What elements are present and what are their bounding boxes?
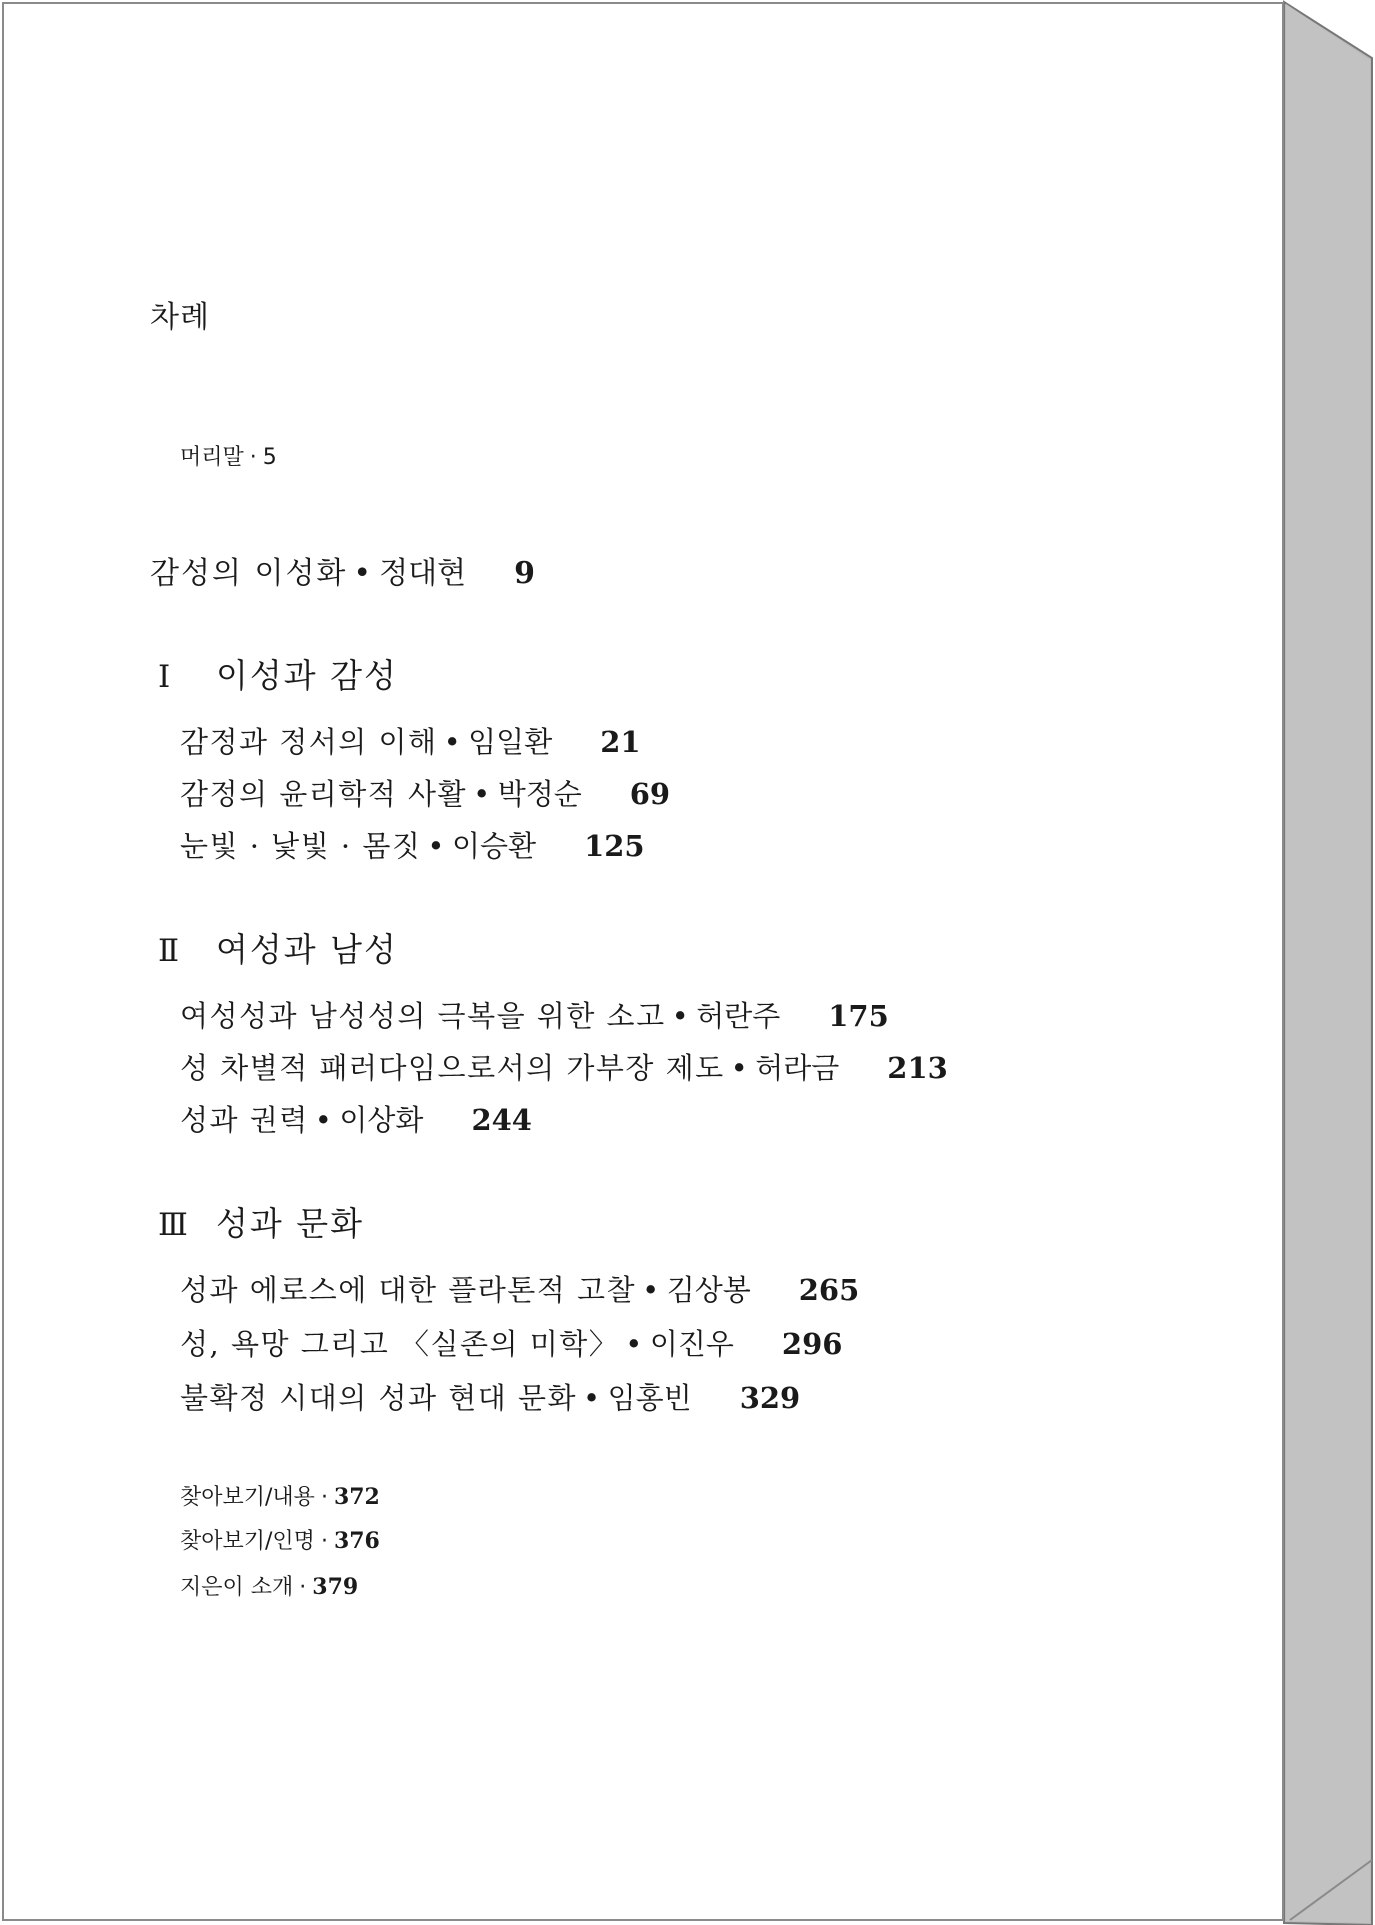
preface-label: 머리말 [180, 445, 244, 470]
bullet: • [353, 556, 374, 591]
toc-entry[interactable] [180, 772, 670, 813]
entry-title: 감정의 윤리학적 사활 [180, 777, 468, 811]
entry-label: 찾아보기/내용 [180, 1485, 315, 1510]
entry-page: 244 [471, 1103, 532, 1137]
entry-page: 329 [739, 1381, 801, 1415]
entry-author: 허라금 [755, 1051, 840, 1085]
preface-page: 5 [262, 445, 277, 470]
entry-author: 이승환 [452, 829, 537, 863]
entry-title: 성과 권력 [180, 1103, 309, 1137]
part-title: 여성과 남성 [216, 930, 398, 969]
entry-page: 125 [584, 829, 645, 863]
back-matter-entry[interactable] [180, 1480, 380, 1511]
entry-author: 이진우 [649, 1327, 734, 1361]
entry-author: 박정순 [497, 777, 582, 811]
toc-entry[interactable] [180, 720, 641, 761]
entry-author: 정대현 [379, 556, 467, 591]
separator: · [299, 1575, 307, 1600]
entry-author: 허란주 [696, 999, 781, 1033]
entry-author: 김상봉 [666, 1273, 751, 1307]
entry-title: 불확정 시대의 성과 현대 문화 [180, 1381, 578, 1415]
part-heading-1[interactable] [158, 650, 398, 697]
entry-page: 9 [514, 556, 535, 591]
entry-page: 213 [887, 1051, 948, 1085]
entry-title: 성, 욕망 그리고 〈실존의 미학〉 [180, 1327, 620, 1361]
toc-entry[interactable] [180, 1322, 842, 1363]
bullet: • [671, 999, 691, 1033]
separator: · [320, 1529, 328, 1554]
bullet: • [730, 1051, 750, 1085]
part-heading-3[interactable] [158, 1198, 364, 1245]
entry-author: 이상화 [339, 1103, 424, 1137]
entry-page: 265 [798, 1273, 860, 1307]
toc-entry[interactable] [180, 1046, 948, 1087]
lead-essay-entry[interactable] [150, 548, 535, 592]
toc-entry[interactable] [180, 1098, 532, 1139]
toc-entry[interactable] [180, 1376, 800, 1417]
entry-page: 376 [333, 1528, 380, 1554]
bullet: • [443, 725, 463, 759]
entry-label: 지은이 소개 [180, 1575, 294, 1600]
separator: · [320, 1485, 328, 1510]
bullet: • [583, 1381, 602, 1415]
back-matter-entry[interactable] [180, 1570, 358, 1601]
preface-entry[interactable] [180, 440, 277, 471]
separator: · [249, 445, 257, 470]
entry-page: 379 [312, 1574, 359, 1600]
back-matter-entry[interactable] [180, 1524, 380, 1555]
entry-title: 감성의 이성화 [150, 556, 348, 591]
toc-entry[interactable] [180, 1268, 859, 1309]
entry-title: 감정과 정서의 이해 [180, 725, 438, 759]
toc-entry[interactable] [180, 994, 889, 1035]
bullet: • [473, 777, 492, 811]
part-numeral: Ⅰ [158, 659, 173, 695]
entry-title: 여성성과 남성성의 극복을 위한 소고 [180, 999, 666, 1033]
entry-page: 372 [333, 1484, 380, 1510]
bullet: • [625, 1327, 644, 1361]
bullet: • [642, 1273, 661, 1307]
entry-label: 찾아보기/인명 [180, 1529, 315, 1554]
entry-author: 임일환 [468, 725, 553, 759]
part-title: 이성과 감성 [216, 656, 398, 695]
part-title: 성과 문화 [216, 1204, 365, 1243]
entry-title: 성 차별적 패러다임으로서의 가부장 제도 [180, 1051, 725, 1085]
entry-title: 성과 에로스에 대한 플라톤적 고찰 [180, 1273, 637, 1307]
entry-author: 임홍빈 [607, 1381, 692, 1415]
part-numeral: Ⅱ [158, 933, 182, 969]
entry-title: 눈빛 · 낯빛 · 몸짓 [180, 829, 422, 863]
part-heading-2[interactable] [158, 924, 398, 971]
entry-page: 21 [600, 725, 641, 759]
bullet: • [427, 829, 447, 863]
part-numeral: Ⅲ [158, 1207, 190, 1243]
entry-page: 175 [828, 999, 889, 1033]
bullet: • [314, 1103, 334, 1137]
entry-page: 296 [781, 1327, 843, 1361]
entry-page: 69 [629, 777, 671, 811]
toc-entry[interactable] [180, 824, 645, 865]
toc-title: 차례 [150, 300, 210, 335]
